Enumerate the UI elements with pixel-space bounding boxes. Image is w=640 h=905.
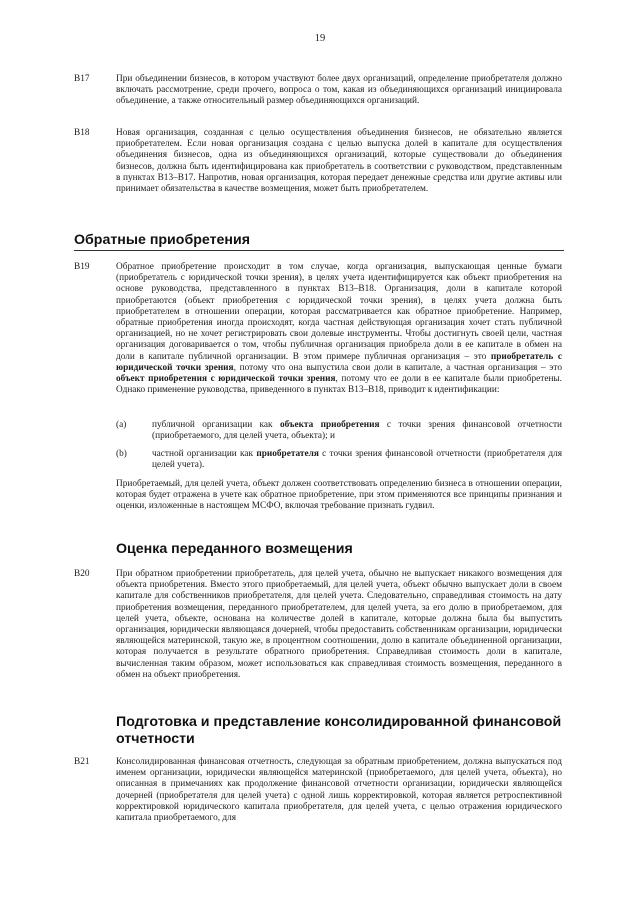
paragraph-b19-closing	[74, 479, 562, 513]
paragraph-b20	[74, 569, 562, 681]
paragraph-text: Новая организация, созданная с целью осуществления объединения бизнесов, не обязательно является приобретателем. Если новая организация создана с целью выпуска долей в капитале для осуществления объединения бизнесов, одна из объединяющихся организаций, которые существовали до объединения бизнесов, должна быть идентифицирована как приобретатель в соответствии с руководством, представленным в пунктах B13–B17. Напротив, новая организация, которая передает денежные средства или другие активы или принимает обязательства в качестве возмещения, может быть приобретателем.	[116, 128, 562, 195]
page-number: 19	[314, 33, 326, 44]
paragraph-text: Обратное приобретение происходит в том случае, когда организация, выпускающая ценные бумаги (приобретатель с юридической точки зрения), в целях учета идентифицируется как объект приобретения на основе руководства, представленного в пунктах B13–B18. Организация, доли в капитале которой приобретаются (объект приобретения с юридической точки зрения), в целях учета должна быть приобретателем в отношении операции, которая рассматривается как обратное приобретение. Например, обратные приобретения иногда происходят, когда частная действующая организация хочет стать публичной организацией, но не хочет регистрировать свои долевые инструменты. Чтобы достигнуть своей цели, частная организация договаривается о том, чтобы публичная организация приобрела доли в ее капитале в обмен на доли в капитале публичной организации. В этом примере публичная организация – это приобретатель с юридической точки зрения, потому что она выпустила свои доли в капитале, а частная организация – это объект приобретения с юридической точки зрения, потому что ее доли в ее капитале были приобретены. Однако применение руководства, приведенного в пунктах B13–B18, приводит к идентификации:	[116, 262, 563, 396]
emphasis-legal-acquiree: объект приобретения с юридической точки зрения	[116, 374, 336, 385]
paragraph-b19	[74, 262, 562, 396]
list-item-text: частной организации как приобретателя с точки зрения финансовой отчетности (приобретателя для целей учета).	[152, 449, 563, 471]
paragraph-b21	[74, 757, 562, 824]
section-heading-consideration: Оценка переданного возмещения	[116, 541, 353, 557]
paragraph-text: Консолидированная финансовая отчетность, следующая за обратным приобретением, должна выпускаться под именем организации, юридически являющейся материнской (приобретаемого, для целей учета, объекта), но описанная в примечаниях как продолжение финансовой отчетности организации, юридически являющейся дочерней (приобретателя для целей учета) с одной лишь корректировкой, которая является ретроспективной корректировкой юридического капитала приобретателя, для целей учета, с целью отражения юридического капитала приобретаемого, для	[116, 757, 562, 824]
paragraph-b17	[74, 74, 562, 108]
emphasis-legal-acquirer: приобретатель с юридической точки зрения	[116, 351, 562, 373]
list-item-code: (a)	[116, 420, 127, 430]
paragraph-code: B18	[74, 128, 90, 138]
paragraph-code: B21	[74, 757, 90, 767]
section-heading-consolidated-statements-line2: отчетности	[116, 731, 195, 747]
paragraph-text: При объединении бизнесов, в котором участвуют более двух организаций, определение приобретателя должно включать рассмотрение, среди прочего, вопроса о том, какая из объединяющихся организаций инициировала объединение, а также относительный размер объединяющихся организаций.	[116, 74, 562, 107]
section-heading-consolidated-statements: Подготовка и представление консолидированной финансовой	[116, 714, 562, 730]
heading-rule	[74, 250, 564, 251]
paragraph-b18	[74, 128, 562, 195]
list-item-text: публичной организации как объекта приобретения с точки зрения финансовой отчетности (приобретаемого, для целей учета, объекта); и	[152, 420, 563, 442]
paragraph-text: При обратном приобретении приобретатель, для целей учета, обычно не выпускает никакого возмещения для объекта приобретения. Вместо этого приобретаемый, для целей учета, объект обычно выпускает доли в своем капитале для собственников приобретателя, для целей учета. Следовательно, справедливая стоимость на дату приобретения возмещения, переданного приобретателем, для целей учета, за его долю в приобретаемом, для целей учета, объекте, основана на количестве долей в капитале, которые должна была бы выпустить организация, юридически являющаяся дочерней, чтобы предоставить собственникам организации, юридически являющейся материнской, такую же, в процентном соотношении, долю в капитале объединенной организации, которая получается в результате обратного приобретения. Справедливая стоимость доли в капитале, вычисленная таким образом, может использоваться как справедливая стоимость возмещения, переданного в обмен на объект приобретения.	[116, 569, 562, 680]
list-item-a	[116, 420, 562, 442]
list-item-code: (b)	[116, 449, 127, 459]
list-item-b	[116, 449, 562, 471]
paragraph-code: B20	[74, 569, 90, 579]
paragraph-code: B17	[74, 74, 90, 84]
paragraph-code: B19	[74, 262, 90, 272]
section-heading-reverse-acquisitions: Обратные приобретения	[74, 232, 250, 248]
paragraph-text: Приобретаемый, для целей учета, объект должен соответствовать определению бизнеса в отношении операции, которая будет отражена в учете как обратное приобретение, при этом применяются все принципы признания и оценки, изложенные в настоящем МСФО, включая требование признать гудвил.	[116, 479, 562, 512]
